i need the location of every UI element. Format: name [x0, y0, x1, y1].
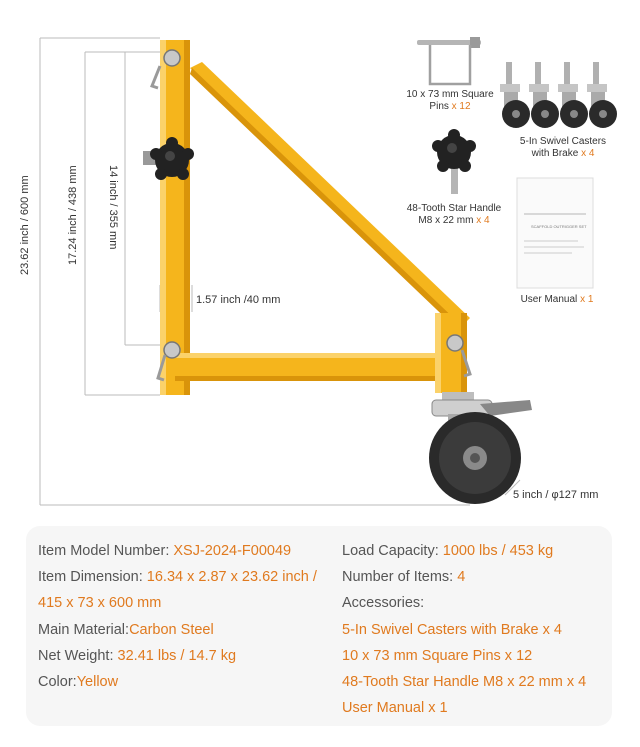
spec-dimension-value-2: 415 x 73 x 600 mm [38, 595, 162, 611]
caster-set-image [500, 62, 617, 128]
tube-width-label: 1.57 inch /40 mm [196, 294, 281, 306]
spec-capacity-label: Load Capacity: [342, 543, 439, 559]
spec-dimension-cont [38, 594, 161, 612]
frame-height-label: 17.24 inch / 438 mm [67, 165, 79, 265]
spec-material-value: Carbon Steel [129, 622, 214, 638]
spec-weight-value: 32.41 lbs / 14.7 kg [117, 648, 237, 664]
caster-wheel [429, 392, 532, 504]
spec-capacity [342, 542, 553, 560]
spec-color-value: Yellow [76, 674, 119, 690]
spec-accessory-item: User Manual x 1 [342, 700, 448, 716]
pins-qty: x 12 [451, 101, 471, 112]
pins-caption-line2: Pins [429, 101, 449, 112]
spec-dimension-label: Item Dimension: [38, 569, 143, 585]
spec-accessories-label: Accessories: [342, 595, 425, 611]
spec-material-label: Main Material: [38, 622, 130, 638]
square-pin-image [417, 37, 481, 84]
spec-material [38, 621, 214, 639]
spec-color [38, 673, 118, 691]
handle-caption-line1: 48-Tooth Star Handle [406, 203, 502, 214]
spec-color-label: Color: [38, 674, 77, 690]
pins-caption-line1: 10 x 73 mm Square [406, 89, 494, 100]
spec-accessory-item: 10 x 73 mm Square Pins x 12 [342, 648, 533, 664]
casters-caption [508, 136, 618, 160]
pins-caption [398, 89, 502, 113]
spec-panel [26, 526, 612, 726]
spec-weight [38, 647, 236, 665]
star-handle-image [432, 129, 476, 194]
manual-caption [510, 294, 604, 306]
spec-model [38, 542, 291, 560]
spec-accessories [342, 594, 424, 612]
spec-dimension-value-1: 16.34 x 2.87 x 23.62 inch / [146, 569, 317, 585]
spec-model-label: Item Model Number: [38, 543, 170, 559]
manual-caption-label: User Manual [520, 294, 578, 305]
spec-model-value: XSJ-2024-F00049 [173, 543, 292, 559]
spec-count-value: 4 [457, 569, 466, 585]
casters-qty: x 4 [581, 148, 595, 159]
user-manual-image [517, 178, 593, 288]
brace-height-label: 14 inch / 355 mm [107, 165, 119, 250]
overall-height-label: 23.62 inch / 600 mm [19, 175, 31, 275]
spec-dimension [38, 568, 317, 586]
spec-accessory-item: 5-In Swivel Casters with Brake x 4 [342, 622, 562, 638]
spec-count-label: Number of Items: [342, 569, 454, 585]
caster-size-label: 5 inch / φ127 mm [513, 489, 599, 501]
manual-cover-title: SCAFFOLD OUTRIGGER SET [531, 224, 587, 229]
spec-weight-label: Net Weight: [38, 648, 114, 664]
casters-caption-line2: with Brake [531, 148, 579, 159]
handle-caption [398, 203, 510, 227]
spec-capacity-value: 1000 lbs / 453 kg [442, 543, 554, 559]
spec-accessory-item: 48-Tooth Star Handle M8 x 22 mm x 4 [342, 674, 587, 690]
spec-count [342, 568, 465, 586]
manual-qty: x 1 [580, 294, 594, 305]
handle-qty: x 4 [476, 215, 490, 226]
handle-caption-line2: M8 x 22 mm [418, 215, 474, 226]
casters-caption-line1: 5-In Swivel Casters [519, 136, 607, 147]
